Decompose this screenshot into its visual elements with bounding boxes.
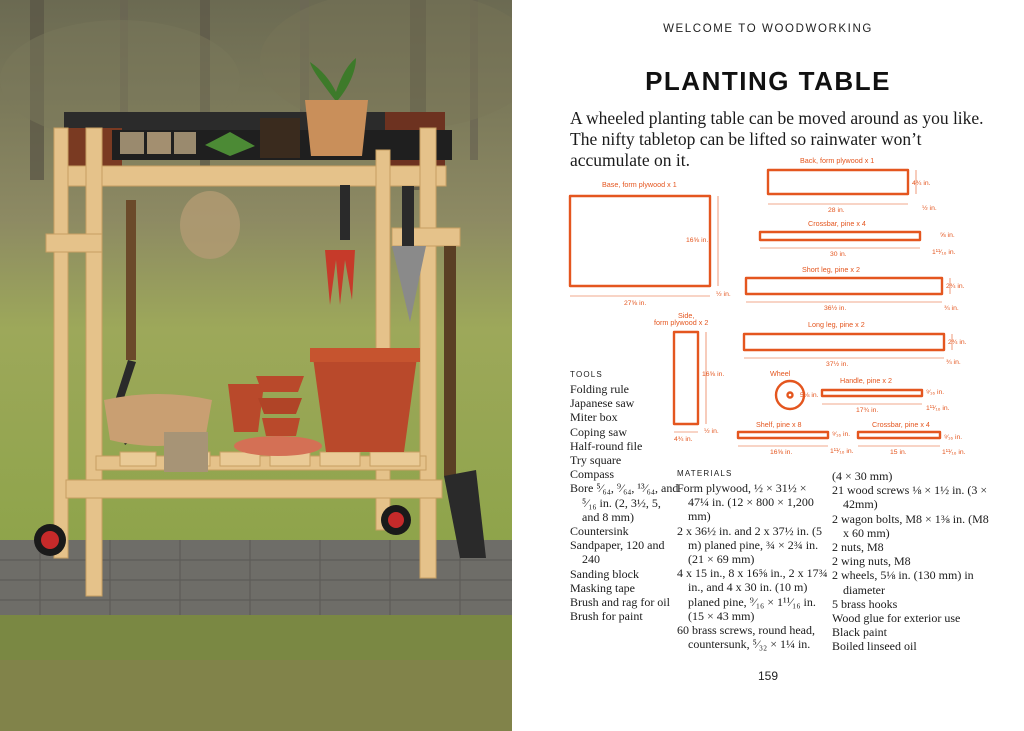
side-label-2: form plywood x 2 [654, 318, 709, 327]
short-leg [746, 278, 942, 294]
back-height: 4¾ in. [912, 180, 931, 187]
material-item: 4 x 15 in., 8 x 16⅝ in., 2 x 17¾ in., and 4 x 30 in. (10 m) planed pine, ⁹⁄₁₆ × 1¹¹⁄₁₆ in. (15 × 43 mm) [677, 566, 828, 623]
short-leg-label: Short leg, pine x 2 [802, 265, 860, 274]
handle-thick: 1¹¹⁄₁₆ in. [926, 405, 950, 412]
tool-item: Try square [570, 453, 622, 468]
base-width: 27⅝ in. [624, 300, 647, 307]
long-leg-thick: ¾ in. [946, 359, 961, 366]
tool-item: Bore ⁵⁄₆₄, ⁹⁄₆₄, ¹³⁄₆₄, and ⁵⁄₁₆ in. (2, 3½, 5, and 8 mm) [570, 481, 679, 524]
crossbar2-height: ⁹⁄₁₆ in. [944, 434, 963, 441]
crossbar-long [760, 232, 920, 240]
crossbar2-length: 15 in. [890, 449, 907, 456]
tool-item: Brush and rag for oil [570, 595, 670, 610]
long-leg [744, 334, 944, 350]
tool-item: Japanese saw [570, 396, 635, 411]
material-item-continued: (4 × 30 mm) [832, 469, 893, 483]
long-leg-length: 37½ in. [826, 361, 849, 368]
base-height: 16⅝ in. [686, 237, 709, 244]
back-length: 28 in. [828, 207, 845, 214]
short-leg-length: 36½ in. [824, 305, 847, 312]
shelf-thick: 1¹¹⁄₁₆ in. [830, 448, 854, 455]
crossbar1-label: Crossbar, pine x 4 [808, 219, 866, 228]
materials-list [677, 469, 829, 651]
crossbar-short [858, 432, 940, 438]
handle-height: ⁹⁄₁₆ in. [926, 389, 945, 396]
tool-item: Half-round file [570, 438, 643, 453]
material-item: 2 wing nuts, M8 [832, 554, 911, 569]
handle-piece [822, 390, 922, 396]
materials-list-continued [832, 469, 992, 654]
tools-list [570, 370, 680, 623]
material-item: 21 wood screws ⅛ × 1½ in. (3 × 42mm) [832, 483, 988, 512]
side-thick: ½ in. [704, 428, 719, 435]
short-leg-height: 2¾ in. [946, 283, 965, 290]
base-label: Base, form plywood x 1 [602, 180, 677, 189]
side-width: 4¾ in. [674, 436, 693, 443]
tool-item: Sanding block [570, 566, 639, 581]
back-panel [768, 170, 908, 194]
tool-item: Sandpaper, 120 and 240 [570, 538, 665, 567]
crossbar1-thick: 1¹¹⁄₁₆ in. [932, 249, 956, 256]
shelf-length: 16⅝ in. [770, 449, 793, 456]
tool-item: Compass [570, 467, 615, 482]
intro-paragraph: A wheeled planting table can be moved around as you like. The nifty tabletop can be lifted so rainwater won’t accumulate on it. [570, 108, 984, 170]
tool-item: Folding rule [570, 382, 629, 396]
material-item: 2 wheels, 5⅛ in. (130 mm) in diameter [832, 568, 974, 597]
material-item: Black paint [832, 625, 887, 640]
shelf-height: ⁹⁄₁₆ in. [832, 431, 851, 438]
crossbar2-label: Crossbar, pine x 4 [872, 420, 930, 429]
side-label-1: Side, [678, 311, 695, 320]
material-item: Boiled linseed oil [832, 639, 917, 654]
handle-label: Handle, pine x 2 [840, 376, 892, 385]
short-leg-thick: ¾ in. [944, 305, 959, 312]
tool-item: Miter box [570, 410, 618, 425]
material-item: Wood glue for exterior use [832, 611, 961, 626]
tool-item: Masking tape [570, 580, 635, 595]
crossbar1-length: 30 in. [830, 251, 847, 258]
shelf-slat [738, 432, 828, 438]
material-item: 2 wagon bolts, M8 × 1⅜ in. (M8 x 60 mm) [832, 511, 989, 540]
material-item: 5 brass hooks [832, 596, 898, 611]
material-item: 60 brass screws, round head, countersunk, ⁵⁄₃₂ × 1¼ in. [677, 623, 815, 652]
tool-item: Brush for paint [570, 609, 643, 624]
crossbar1-height: ⅝ in. [940, 232, 955, 239]
page-number: 159 [757, 669, 779, 683]
material-item: 2 nuts, M8 [832, 540, 884, 555]
material-item: Form plywood, ½ × 31½ × 47¼ in. (12 × 800 × 1,200 mm) [677, 481, 814, 524]
shelf-label: Shelf, pine x 8 [756, 420, 802, 429]
side-height: 16⅝ in. [702, 371, 725, 378]
running-head: WELCOME TO WOODWORKING [663, 23, 873, 35]
tools-heading: TOOLS [570, 370, 603, 379]
tool-item: Coping saw [570, 424, 627, 439]
crossbar2-thick: 1¹¹⁄₁₆ in. [942, 449, 966, 456]
materials-heading: MATERIALS [677, 469, 733, 478]
back-label: Back, form plywood x 1 [800, 156, 875, 165]
tool-item: Countersink [570, 524, 629, 539]
wheel-label: Wheel [770, 369, 791, 378]
long-leg-label: Long leg, pine x 2 [808, 320, 865, 329]
page-title: PLANTING TABLE [645, 66, 891, 96]
material-item: 2 x 36½ in. and 2 x 37½ in. (5 m) planed pine, ¾ × 2¾ in. (21 × 69 mm) [677, 523, 822, 567]
handle-length: 17¾ in. [856, 407, 879, 414]
base-thick: ½ in. [716, 291, 731, 298]
long-leg-height: 2¾ in. [948, 339, 967, 346]
wheel-diameter: 5⅛ in. [800, 392, 819, 399]
back-thick: ½ in. [922, 205, 937, 212]
